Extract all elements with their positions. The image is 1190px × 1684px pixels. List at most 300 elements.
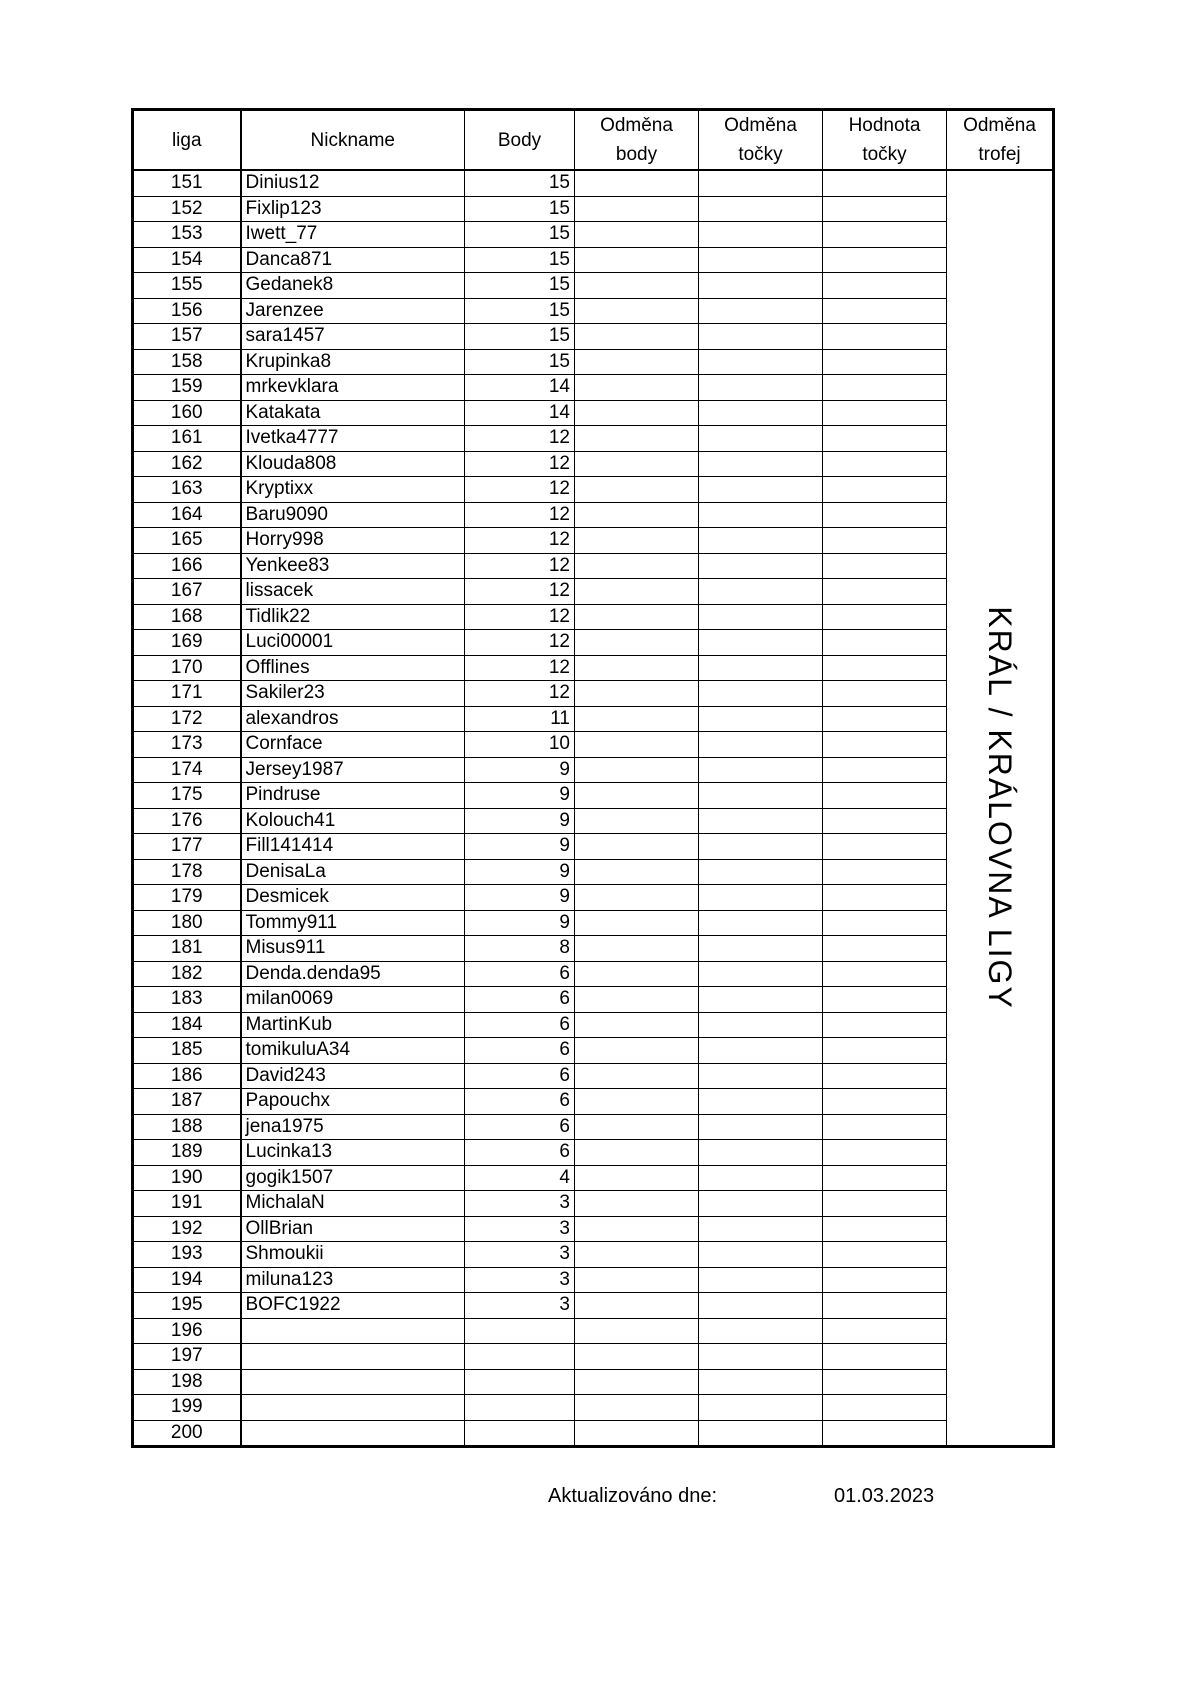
header-odmena-tocky [699,110,823,171]
body-cell: 6 [465,1012,575,1038]
body-cell: 6 [465,961,575,987]
hodnota-tocky-cell [823,910,947,936]
liga-cell: 182 [133,961,241,987]
hodnota-tocky-cell [823,375,947,401]
body-cell: 6 [465,1114,575,1140]
hodnota-tocky-cell [823,477,947,503]
table-row [133,1267,1054,1293]
table-row [133,222,1054,248]
hodnota-tocky-cell [823,1191,947,1217]
table-row [133,426,1054,452]
body-cell [465,1369,575,1395]
header-text: Odměna [724,115,797,136]
odmena-body-cell [575,1063,699,1089]
liga-cell: 157 [133,324,241,350]
nickname-cell: Lucinka13 [241,1140,465,1166]
odmena-body-cell [575,579,699,605]
hodnota-tocky-cell [823,757,947,783]
liga-cell: 200 [133,1420,241,1447]
body-cell: 12 [465,604,575,630]
nickname-cell: Kryptixx [241,477,465,503]
hodnota-tocky-cell [823,1038,947,1064]
liga-cell: 178 [133,859,241,885]
nickname-cell: Baru9090 [241,502,465,528]
body-cell: 12 [465,681,575,707]
table-row [133,1420,1054,1447]
odmena-body-cell [575,298,699,324]
hodnota-tocky-cell [823,1165,947,1191]
odmena-body-cell [575,273,699,299]
odmena-body-cell [575,324,699,350]
nickname-cell: Iwett_77 [241,222,465,248]
body-cell: 12 [465,477,575,503]
body-cell: 15 [465,196,575,222]
odmena-tocky-cell [699,324,823,350]
nickname-cell: OllBrian [241,1216,465,1242]
odmena-tocky-cell [699,681,823,707]
body-cell: 6 [465,987,575,1013]
odmena-body-cell [575,1140,699,1166]
table-row [133,553,1054,579]
header-text: Nickname [310,129,395,151]
odmena-tocky-cell [699,1012,823,1038]
nickname-cell: miluna123 [241,1267,465,1293]
hodnota-tocky-cell [823,1344,947,1370]
nickname-cell: MartinKub [241,1012,465,1038]
table-row [133,477,1054,503]
table-row [133,706,1054,732]
odmena-tocky-cell [699,375,823,401]
liga-cell: 156 [133,298,241,324]
odmena-tocky-cell [699,298,823,324]
body-cell: 12 [465,630,575,656]
odmena-tocky-cell [699,630,823,656]
liga-cell: 197 [133,1344,241,1370]
table-row [133,324,1054,350]
odmena-tocky-cell [699,706,823,732]
table-row [133,757,1054,783]
header-liga [133,110,241,171]
nickname-cell: milan0069 [241,987,465,1013]
odmena-tocky-cell [699,757,823,783]
nickname-cell: Katakata [241,400,465,426]
table-row [133,1242,1054,1268]
hodnota-tocky-cell [823,528,947,554]
body-cell: 8 [465,936,575,962]
odmena-tocky-cell [699,1063,823,1089]
body-cell: 12 [465,502,575,528]
body-cell: 10 [465,732,575,758]
liga-cell: 192 [133,1216,241,1242]
hodnota-tocky-cell [823,706,947,732]
odmena-body-cell [575,1369,699,1395]
body-cell [465,1395,575,1421]
body-cell: 9 [465,783,575,809]
odmena-tocky-cell [699,859,823,885]
body-cell: 9 [465,834,575,860]
odmena-tocky-cell [699,1038,823,1064]
liga-cell: 158 [133,349,241,375]
body-cell: 9 [465,885,575,911]
odmena-tocky-cell [699,1293,823,1319]
nickname-cell: Tidlik22 [241,604,465,630]
liga-cell: 172 [133,706,241,732]
odmena-tocky-cell [699,1242,823,1268]
nickname-cell: Sakiler23 [241,681,465,707]
hodnota-tocky-cell [823,1242,947,1268]
body-cell: 12 [465,528,575,554]
odmena-tocky-cell [699,1114,823,1140]
hodnota-tocky-cell [823,349,947,375]
header-text: body [615,144,658,165]
body-cell: 15 [465,273,575,299]
nickname-cell: Klouda808 [241,451,465,477]
odmena-body-cell [575,196,699,222]
table-row [133,1140,1054,1166]
liga-cell: 183 [133,987,241,1013]
hodnota-tocky-cell [823,1395,947,1421]
odmena-tocky-cell [699,655,823,681]
header-nickname [241,110,465,171]
hodnota-tocky-cell [823,426,947,452]
body-cell: 4 [465,1165,575,1191]
body-cell: 15 [465,349,575,375]
hodnota-tocky-cell [823,783,947,809]
odmena-body-cell [575,706,699,732]
nickname-cell [241,1318,465,1344]
table-row [133,528,1054,554]
table-row [133,1293,1054,1319]
hodnota-tocky-cell [823,1089,947,1115]
table-row [133,579,1054,605]
hodnota-tocky-cell [823,987,947,1013]
body-cell: 3 [465,1216,575,1242]
table-row [133,273,1054,299]
body-cell: 6 [465,1063,575,1089]
hodnota-tocky-cell [823,655,947,681]
liga-cell: 180 [133,910,241,936]
odmena-tocky-cell [699,1140,823,1166]
league-table [131,108,1055,1448]
odmena-body-cell [575,1267,699,1293]
table-row [133,1395,1054,1421]
hodnota-tocky-cell [823,859,947,885]
table-row [133,196,1054,222]
odmena-body-cell [575,1089,699,1115]
body-cell: 12 [465,579,575,605]
body-cell: 15 [465,298,575,324]
hodnota-tocky-cell [823,247,947,273]
odmena-body-cell [575,451,699,477]
odmena-body-cell [575,247,699,273]
odmena-body-cell [575,222,699,248]
odmena-tocky-cell [699,1267,823,1293]
odmena-tocky-cell [699,1165,823,1191]
liga-cell: 169 [133,630,241,656]
liga-cell: 165 [133,528,241,554]
header-text: točky [738,144,783,165]
hodnota-tocky-cell [823,222,947,248]
odmena-body-cell [575,1395,699,1421]
table-row [133,1191,1054,1217]
table-row [133,604,1054,630]
body-cell: 12 [465,553,575,579]
odmena-body-cell [575,1012,699,1038]
nickname-cell: mrkevklara [241,375,465,401]
body-cell: 14 [465,400,575,426]
odmena-tocky-cell [699,961,823,987]
liga-cell: 170 [133,655,241,681]
liga-cell: 189 [133,1140,241,1166]
odmena-tocky-cell [699,910,823,936]
table-row [133,502,1054,528]
trophy-label: KRÁL / KRÁLOVNA LIGY [981,606,1018,1010]
body-cell: 15 [465,324,575,350]
hodnota-tocky-cell [823,324,947,350]
updated-date: 01.03.2023 [834,1485,935,1507]
body-cell: 11 [465,706,575,732]
liga-cell: 171 [133,681,241,707]
odmena-tocky-cell [699,732,823,758]
odmena-body-cell [575,859,699,885]
liga-cell: 198 [133,1369,241,1395]
body-cell: 12 [465,426,575,452]
liga-cell: 187 [133,1089,241,1115]
odmena-tocky-cell [699,1344,823,1370]
table-row [133,1114,1054,1140]
body-cell: 3 [465,1242,575,1268]
odmena-body-cell [575,170,699,196]
table-body [133,170,1054,1447]
nickname-cell: DenisaLa [241,859,465,885]
hodnota-tocky-cell [823,1063,947,1089]
liga-cell: 168 [133,604,241,630]
nickname-cell: Jersey1987 [241,757,465,783]
liga-cell: 159 [133,375,241,401]
nickname-cell: Cornface [241,732,465,758]
liga-cell: 188 [133,1114,241,1140]
table-row [133,298,1054,324]
liga-cell: 179 [133,885,241,911]
nickname-cell: Kolouch41 [241,808,465,834]
table-row [133,885,1054,911]
table-row [133,375,1054,401]
odmena-body-cell [575,757,699,783]
hodnota-tocky-cell [823,1318,947,1344]
table-row [133,961,1054,987]
hodnota-tocky-cell [823,1216,947,1242]
liga-cell: 196 [133,1318,241,1344]
odmena-body-cell [575,1344,699,1370]
odmena-tocky-cell [699,1191,823,1217]
nickname-cell: David243 [241,1063,465,1089]
nickname-cell: gogik1507 [241,1165,465,1191]
odmena-tocky-cell [699,426,823,452]
liga-cell: 186 [133,1063,241,1089]
table-row [133,349,1054,375]
body-cell: 15 [465,222,575,248]
body-cell: 9 [465,808,575,834]
nickname-cell: Dinius12 [241,170,465,196]
odmena-body-cell [575,1242,699,1268]
liga-cell: 160 [133,400,241,426]
odmena-body-cell [575,961,699,987]
odmena-body-cell [575,885,699,911]
odmena-tocky-cell [699,477,823,503]
odmena-body-cell [575,1114,699,1140]
nickname-cell: Fixlip123 [241,196,465,222]
liga-cell: 191 [133,1191,241,1217]
table-row [133,1038,1054,1064]
odmena-tocky-cell [699,1420,823,1447]
nickname-cell [241,1344,465,1370]
odmena-body-cell [575,987,699,1013]
hodnota-tocky-cell [823,604,947,630]
odmena-tocky-cell [699,553,823,579]
odmena-tocky-cell [699,222,823,248]
hodnota-tocky-cell [823,1140,947,1166]
header-text: liga [171,129,202,151]
odmena-tocky-cell [699,783,823,809]
header-odmena-body [575,110,699,171]
nickname-cell [241,1420,465,1447]
nickname-cell: Horry998 [241,528,465,554]
liga-cell: 153 [133,222,241,248]
nickname-cell: Pindruse [241,783,465,809]
liga-cell: 154 [133,247,241,273]
hodnota-tocky-cell [823,834,947,860]
nickname-cell: Ivetka4777 [241,426,465,452]
table-row [133,808,1054,834]
odmena-body-cell [575,732,699,758]
nickname-cell: Papouchx [241,1089,465,1115]
table-row [133,859,1054,885]
table-row [133,1344,1054,1370]
nickname-cell: Tommy911 [241,910,465,936]
table-row [133,247,1054,273]
hodnota-tocky-cell [823,630,947,656]
odmena-body-cell [575,910,699,936]
body-cell: 14 [465,375,575,401]
nickname-cell: Danca871 [241,247,465,273]
nickname-cell: Fill141414 [241,834,465,860]
odmena-body-cell [575,1165,699,1191]
hodnota-tocky-cell [823,808,947,834]
table-row [133,1012,1054,1038]
body-cell [465,1344,575,1370]
odmena-body-cell [575,375,699,401]
nickname-cell: Krupinka8 [241,349,465,375]
table-row [133,681,1054,707]
liga-cell: 167 [133,579,241,605]
header-text: Hodnota [848,115,921,136]
liga-cell: 173 [133,732,241,758]
hodnota-tocky-cell [823,732,947,758]
body-cell: 15 [465,247,575,273]
header-text: trofej [978,144,1021,165]
odmena-body-cell [575,553,699,579]
updated-label: Aktualizováno dne: [548,1485,718,1507]
hodnota-tocky-cell [823,1420,947,1447]
table-row [133,1165,1054,1191]
odmena-body-cell [575,604,699,630]
table-row [133,400,1054,426]
liga-cell: 164 [133,502,241,528]
hodnota-tocky-cell [823,936,947,962]
hodnota-tocky-cell [823,1114,947,1140]
table-row [133,1089,1054,1115]
odmena-tocky-cell [699,1395,823,1421]
odmena-tocky-cell [699,1089,823,1115]
table-row [133,987,1054,1013]
odmena-body-cell [575,400,699,426]
nickname-cell: lissacek [241,579,465,605]
odmena-body-cell [575,426,699,452]
liga-cell: 185 [133,1038,241,1064]
odmena-body-cell [575,783,699,809]
odmena-body-cell [575,1038,699,1064]
header-body [465,110,575,171]
table-row [133,1369,1054,1395]
body-cell: 6 [465,1140,575,1166]
liga-cell: 175 [133,783,241,809]
nickname-cell: jena1975 [241,1114,465,1140]
nickname-cell [241,1395,465,1421]
body-cell: 9 [465,757,575,783]
odmena-tocky-cell [699,400,823,426]
header-hodnota-tocky [823,110,947,171]
trophy-cell [947,170,1054,1447]
nickname-cell: Gedanek8 [241,273,465,299]
hodnota-tocky-cell [823,885,947,911]
liga-cell: 177 [133,834,241,860]
liga-cell: 199 [133,1395,241,1421]
odmena-body-cell [575,808,699,834]
hodnota-tocky-cell [823,1012,947,1038]
hodnota-tocky-cell [823,961,947,987]
nickname-cell: Luci00001 [241,630,465,656]
odmena-tocky-cell [699,987,823,1013]
body-cell: 6 [465,1038,575,1064]
liga-cell: 184 [133,1012,241,1038]
odmena-tocky-cell [699,170,823,196]
odmena-tocky-cell [699,196,823,222]
header-row [133,110,1054,171]
odmena-tocky-cell [699,247,823,273]
odmena-body-cell [575,1318,699,1344]
table-row [133,655,1054,681]
table-row [133,1318,1054,1344]
nickname-cell: Jarenzee [241,298,465,324]
odmena-tocky-cell [699,808,823,834]
body-cell: 3 [465,1267,575,1293]
liga-cell: 163 [133,477,241,503]
table-row [133,910,1054,936]
liga-cell: 176 [133,808,241,834]
liga-cell: 190 [133,1165,241,1191]
hodnota-tocky-cell [823,451,947,477]
nickname-cell: Offlines [241,655,465,681]
odmena-body-cell [575,1191,699,1217]
hodnota-tocky-cell [823,170,947,196]
body-cell: 3 [465,1191,575,1217]
table-row [133,783,1054,809]
body-cell: 3 [465,1293,575,1319]
hodnota-tocky-cell [823,196,947,222]
liga-cell: 155 [133,273,241,299]
liga-cell: 195 [133,1293,241,1319]
header-text: Odměna [963,115,1036,136]
